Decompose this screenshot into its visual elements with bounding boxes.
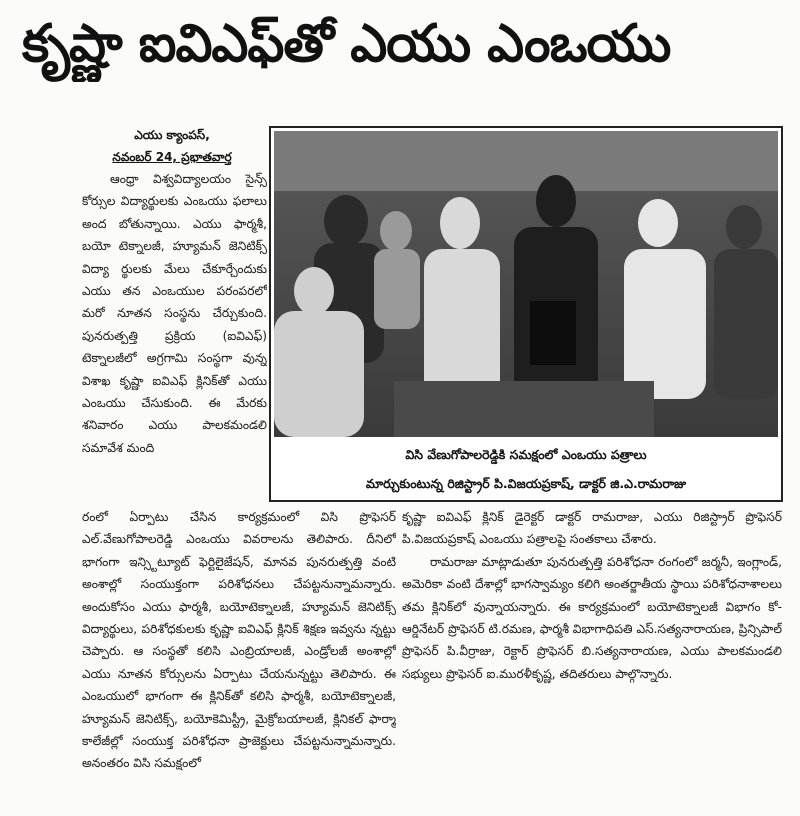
news-photo bbox=[274, 131, 778, 437]
paragraph-continued: రంలో ఏర్పాటు చేసిన కార్యక్రమంలో విసి ప్రొఫెసర్ ఎల్.వేణుగోపాలరెడ్డి ఎంఒయు వివరాలను తెలిపారు. దీనిలో భాగంగా ఇన్స్టిట్యూట్ ఫెర్టిలైజేషన్, మానవ పునరుత్పత్తి వంటి అంశాల్లో సంయుక్తంగా పరిశోధనలు చేపట్టనున్నామన్నారు. అందుకోసం ఎయు ఫార్మశీ, బయోటెక్నాలజీ, హ్యూమన్ జెనిటిక్స్ విద్యార్థులు, పరిశోధకులకు కృష్ణా ఐవిఎఫ్ క్లినిక్ శిక్షణ ఇవ్వను న్నట్టు చెప్పారు. ఆ సంస్థతో కలిసి ఎంబ్రియాలజీ, ఎండ్రోలజీ అంశాల్లో ఎయు నూతన కోర్సులను ఏర్పాటు చేయనున్నట్టు తెలిపారు. ఈ ఎంఒయులో భాగంగా ఈ క్లినిక్‌తో కలిసి ఫార్మశీ, బయోటెక్నాలజీ, హ్యూమన్ జెనిటిక్స్, బయోకెమిస్ట్రీ, మైక్రోబయాలజీ, క్లినికల్ ఫార్మా కాలేజీల్లో సంయుక్త పరిశోధనా ప్రాజెక్టులు చేపట్టనున్నామన్నారు. అనంతరం విసి సమక్షంలో bbox=[82, 510, 396, 771]
photo-caption-line-1: విసి వేణుగోపాలరెడ్డికి సమక్షంలో ఎంఒయు పత్రాలు bbox=[405, 447, 647, 462]
photo-caption-line-2: మార్చుకుంటున్న రిజిస్ట్రార్ పి.విజయప్రకాష్, డాక్టర్ జి.ఎ.రామరాజు bbox=[365, 476, 687, 491]
dateline-date: నవంబర్ 24, ప్రభాతవార్త bbox=[112, 150, 232, 164]
article-column-right bbox=[402, 506, 782, 788]
paragraph-intro: ఆంధ్రా విశ్వవిద్యాలయం సైన్స్ కోర్సుల విద్యార్థులకు ఎంఒయు ఫలాలు అంద బోతున్నాయి. ఎయు ఫార్మశీ, బయో టెక్నాలజీ, హ్యూమన్ జెనిటిక్స్ విద్యా ర్థులకు మేలు చేకూర్చేందుకు ఎయు తన ఎంఒయుల పరంపరలో మరో నూతన సంస్థను చేర్చుకుంది. పునరుత్పత్తి ప్రక్రియ (ఐవిఎఫ్) టెక్నాలజీలో అగ్రగామి సంస్థగా వున్న విశాఖ కృష్ణా ఐవిఎఫ్ క్లినిక్‌తో ఎయు ఎంఒయు చేసుకుంది. ఈ మేరకు శనివారం ఎయు పాలకమండలి సమావేశ మంది bbox=[82, 172, 267, 455]
paragraph-ramaraju: రామరాజు మాట్లాడుతూ పునరుత్పత్తి పరిశోధనా రంగంలో జర్మనీ, ఇంగ్లాండ్, అమెరికా వంటి దేశాల్లో భాగస్వామ్యం కలిగి అంతర్జాతీయ స్థాయి పరిశోధనాశాలలు తమ క్లినిక్‌లో వున్నాయన్నారు. ఈ కార్యక్రమంలో బయోటెక్నాలజీ విభాగం కో-ఆర్డినేటర్ ప్రొఫెసర్ టి.రమణ, ఫార్మశీ విభాగాధిపతి ఎస్.సత్యనారాయణ, ప్రిన్సిపాల్ ప్రొఫెసర్ పి.వీర్రాజు, రెక్టార్ ప్రొఫెసర్ బి.సత్యనారాయణ, ఎయు పాలకమండలి సభ్యులు ప్రొఫెసర్ ఐ.మురళీకృష్ణ, తదితరులు పాల్గొన్నారు. bbox=[402, 554, 782, 681]
article-column-left-bottom bbox=[82, 506, 396, 788]
photo-illustration bbox=[274, 131, 778, 437]
paragraph-signing: కృష్ణా ఐవిఎఫ్ క్లినిక్ డైరెక్టర్ డాక్టర్ రామరాజు, ఎయు రిజిస్ట్రార్ ప్రొఫెసర్ పి.విజయప్రకాష్ ఎంఒయు పత్రాలపై సంతకాలు చేశారు. bbox=[402, 510, 782, 547]
news-photo-frame bbox=[269, 126, 783, 502]
article-column-left-top bbox=[82, 168, 267, 504]
dateline bbox=[82, 124, 262, 168]
dateline-place: ఎయు క్యాంపస్, bbox=[134, 128, 210, 142]
photo-caption bbox=[271, 440, 781, 500]
headline: కృష్ణా ఐవిఎఫ్‌తో ఎయు ఎంఒయు bbox=[22, 14, 671, 74]
